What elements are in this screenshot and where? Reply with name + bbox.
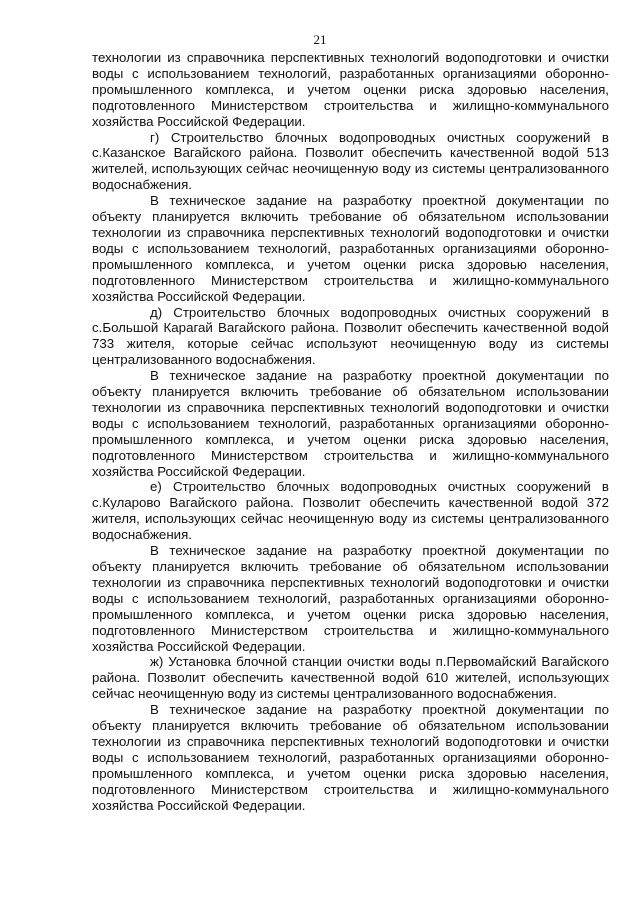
paragraph-tech-requirement: В техническое задание на разработку проектной документации по объекту планируется включить требование об обязательном использовании технологии из справочника перспективных технологий водоподготовки и очистки воды с использованием технологий, разработанных организациями оборонно-промышленного комплекса, и учетом оценки риска здоровью населения, подготовленного Министерством строительства и жилищно-коммунального хозяйства Российской Федерации. [92, 543, 609, 654]
paragraph-item-zh: ж) Установка блочной станции очистки воды п.Первомайский Вагайского района. Позволит обеспечить качественной водой 610 жителей, использующих сейчас неочищенную воду из системы централизованного водоснабжения. [92, 654, 609, 702]
paragraph-tech-requirement: В техническое задание на разработку проектной документации по объекту планируется включить требование об обязательном использовании технологии из справочника перспективных технологий водоподготовки и очистки воды с использованием технологий, разработанных организациями оборонно-промышленного комплекса, и учетом оценки риска здоровью населения, подготовленного Министерством строительства и жилищно-коммунального хозяйства Российской Федерации. [92, 368, 609, 479]
paragraph-tech-requirement: В техническое задание на разработку проектной документации по объекту планируется включить требование об обязательном использовании технологии из справочника перспективных технологий водоподготовки и очистки воды с использованием технологий, разработанных организациями оборонно-промышленного комплекса, и учетом оценки риска здоровью населения, подготовленного Министерством строительства и жилищно-коммунального хозяйства Российской Федерации. [92, 193, 609, 304]
paragraph-tech-requirement: В техническое задание на разработку проектной документации по объекту планируется включить требование об обязательном использовании технологии из справочника перспективных технологий водоподготовки и очистки воды с использованием технологий, разработанных организациями оборонно-промышленного комплекса, и учетом оценки риска здоровью населения, подготовленного Министерством строительства и жилищно-коммунального хозяйства Российской Федерации. [92, 702, 609, 813]
paragraph-item-g: г) Строительство блочных водопроводных очистных сооружений в с.Казанское Вагайского района. Позволит обеспечить качественной водой 513 жителей, использующих сейчас неочищенную воду из системы централизованного водоснабжения. [92, 129, 609, 193]
paragraph-item-d: д) Строительство блочных водопроводных очистных сооружений в с.Большой Карагай Вагайского района. Позволит обеспечить качественной водой 733 жителя, которые сейчас используют неочищенную воду из системы централизованного водоснабжения. [92, 304, 609, 368]
paragraph-continuation: технологии из справочника перспективных технологий водоподготовки и очистки воды с использованием технологий, разработанных организациями оборонно-промышленного комплекса, и учетом оценки риска здоровью населения, подготовленного Министерством строительства и жилищно-коммунального хозяйства Российской Федерации. [92, 50, 609, 129]
page-number: 21 [313, 32, 327, 47]
document-body [92, 50, 609, 814]
paragraph-item-e: е) Строительство блочных водопроводных очистных сооружений в с.Куларово Вагайского района. Позволит обеспечить качественной водой 372 жителя, использующих сейчас неочищенную воду из системы централизованного водоснабжения. [92, 479, 609, 543]
